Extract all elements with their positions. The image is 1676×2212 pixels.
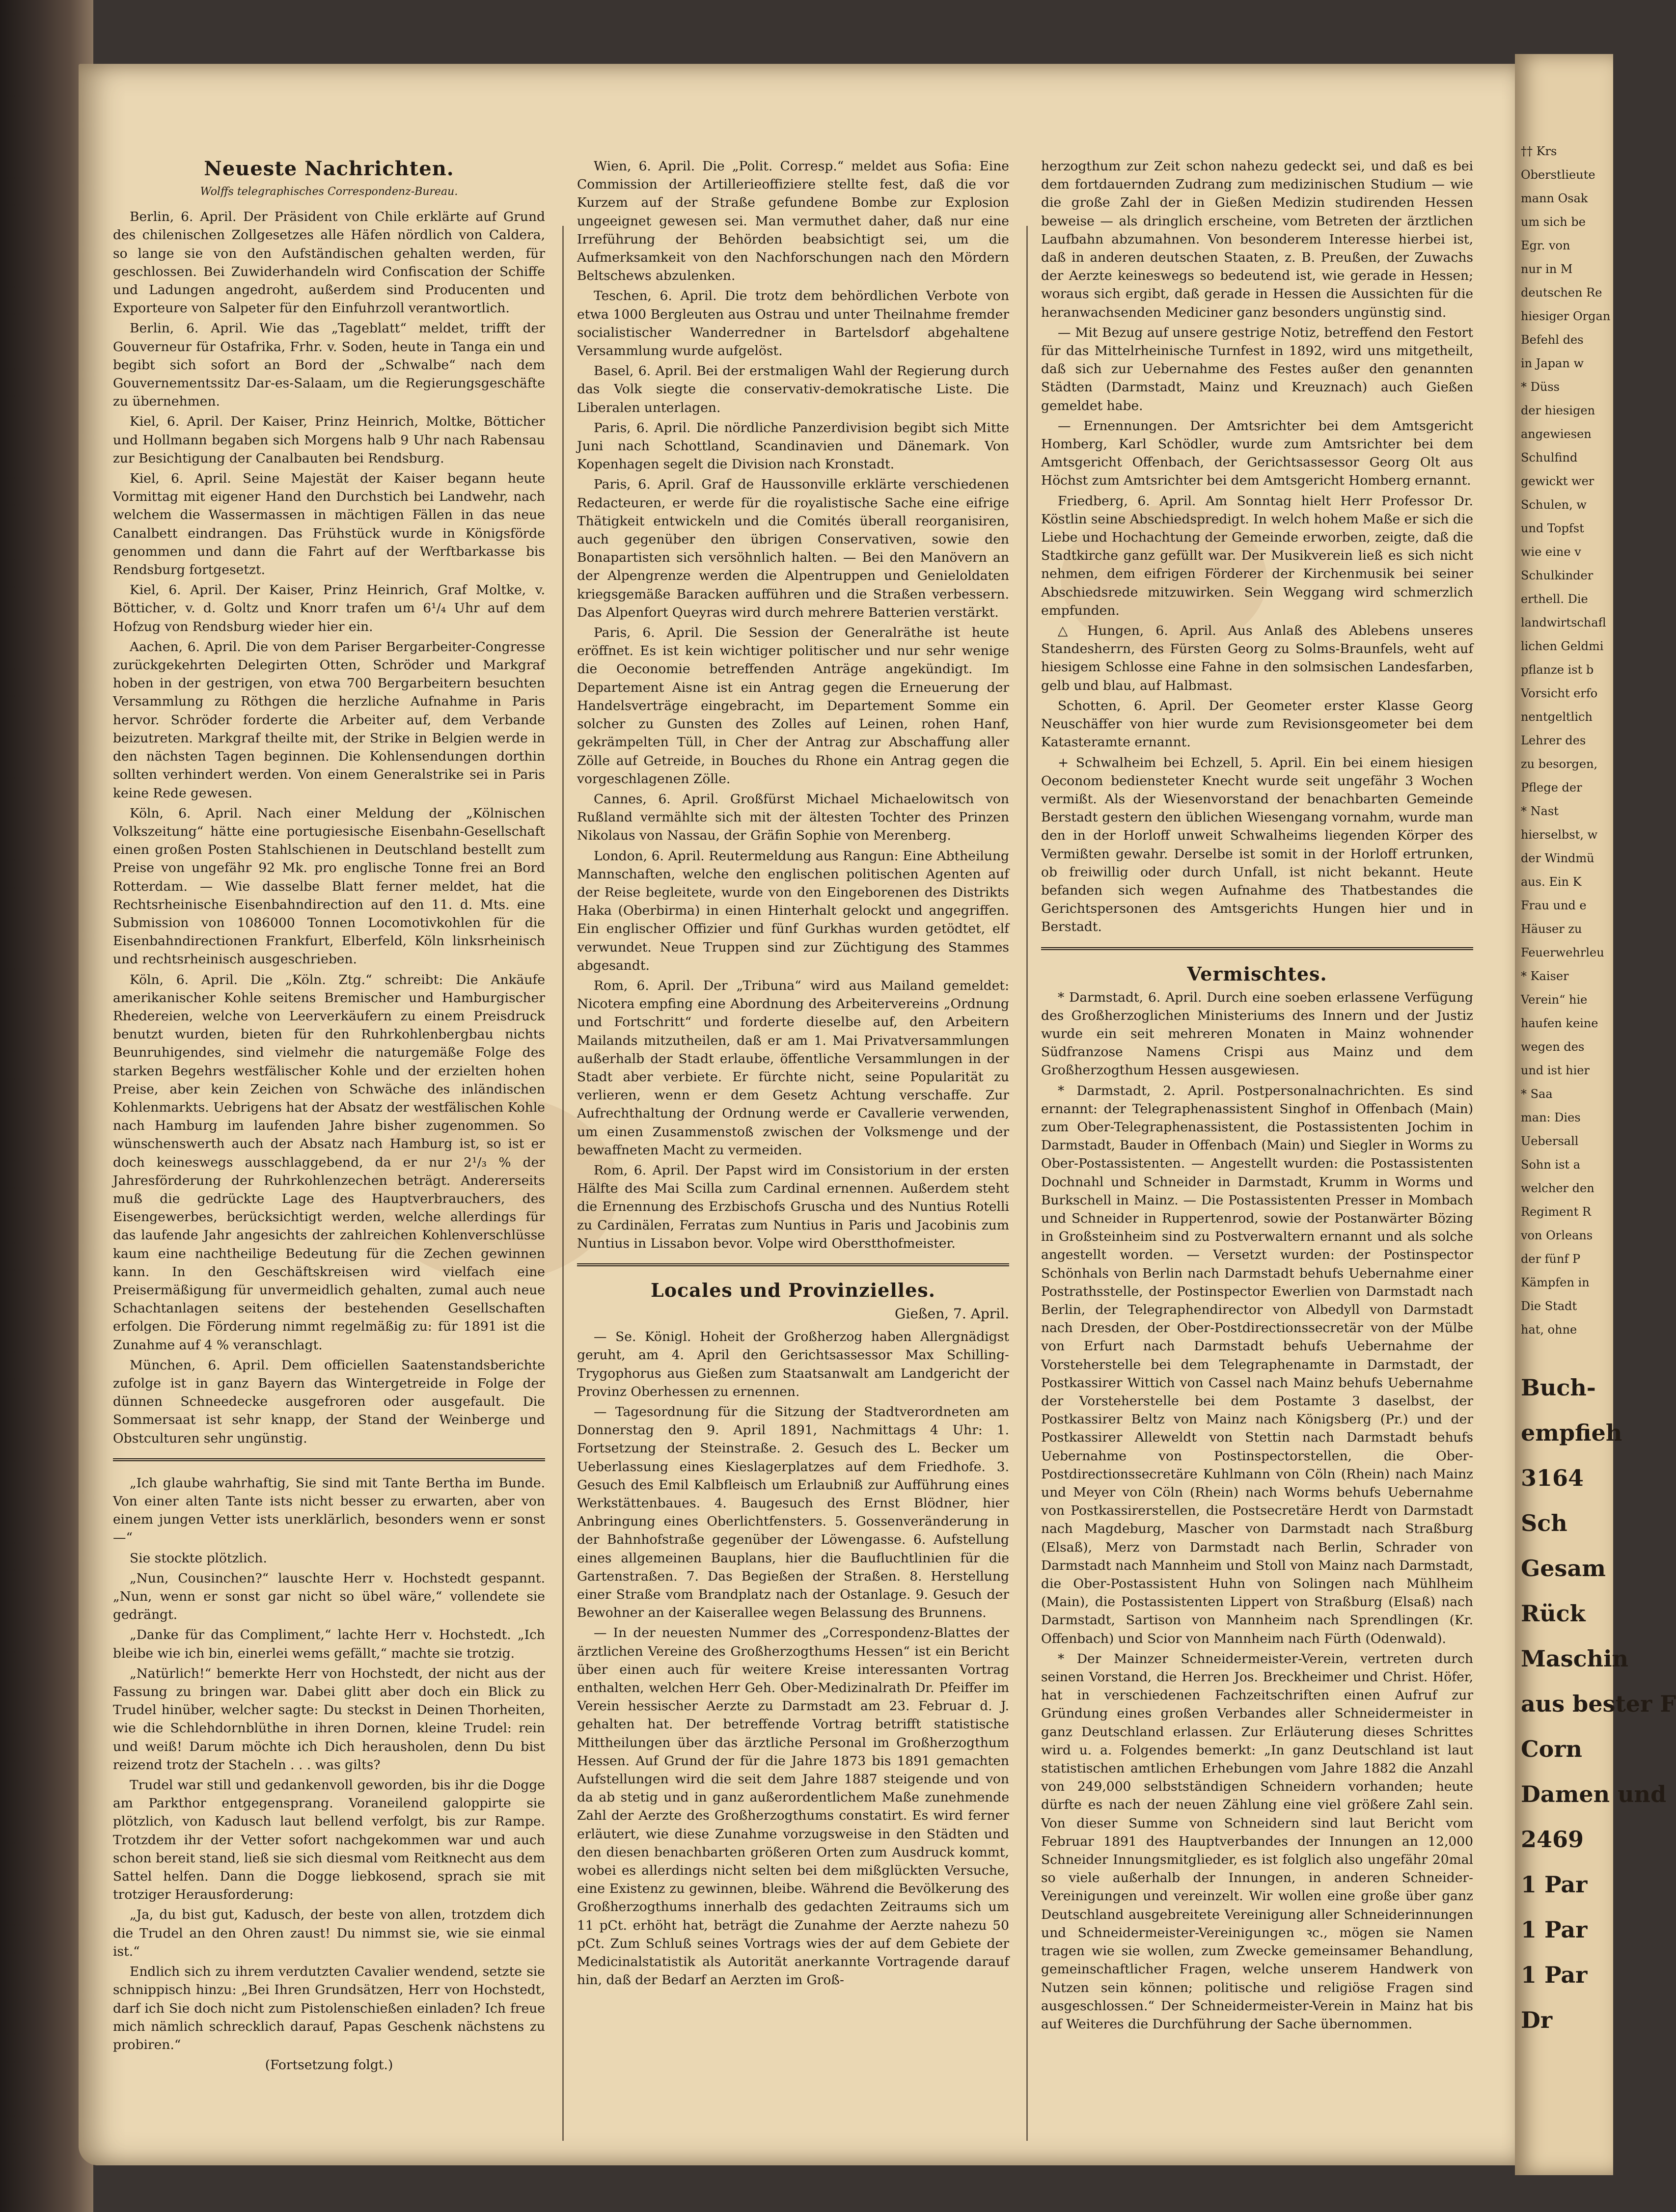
adjacent-page-line: hat, ohne [1521,1323,1577,1337]
adjacent-page-line: und Topfst [1521,521,1584,535]
adjacent-page-line: Schulen, w [1521,498,1587,512]
adjacent-page-line: und ist hier [1521,1064,1590,1077]
column-3 [1041,157,1473,2035]
adjacent-page-line: man: Dies [1521,1111,1581,1124]
section-title-misc: Vermischtes. [1187,962,1327,985]
adjacent-page-ad-line: Sch [1521,1510,1567,1536]
adjacent-page-line: in Japan w [1521,356,1584,370]
adjacent-page-line: lichen Geldmi [1521,639,1604,653]
column-1 [113,157,545,2076]
feuilleton-continued: (Fortsetzung folgt.) [265,2057,393,2073]
adjacent-page-line: erthell. Die [1521,592,1588,606]
article-ernennungen: — Ernennungen. Der Amtsrichter bei dem Amtsgericht Homberg, Karl Schödler, wurde zum Amtsrichter bei dem Amtsgericht Offenbach, der Gerichtsassessor Georg Olt aus Höchst zum Amtsrichter bei dem Amtsgericht Homberg ernannt. [1041,418,1473,489]
adjacent-page-line: hierselbst, w [1521,828,1598,842]
adjacent-page-line: Frau und e [1521,899,1587,912]
adjacent-page-line: angewiesen [1521,427,1592,441]
article-rom-papst: Rom, 6. April. Der Papst wird im Consistorium in der ersten Hälfte des Mai Scilla zum Cardinal ernennen. Außerdem steht die Ernennung des Erzbischofs Gruscha und des Nuntius Rotelli zu Cardinälen, Ferratas zum Nuntius in Paris und Jacobinis zum Nuntius in Lissabon bevor. Volpe wird Oberstthofmeister. [577,1162,1009,1251]
adjacent-page-line: zu besorgen, [1521,757,1598,771]
adjacent-page-line: hiesiger Organ [1521,309,1611,323]
article-darmstadt-crispi: * Darmstadt, 6. April. Durch eine soeben erlassene Verfügung des Großherzoglichen Ministeriums des Innern und der Justiz wurde ein seit mehreren Monaten in Mainz wohnender Südfranzose Namens Crispi aus Mainz und dem Großherzogthum Hessen ausgewiesen. [1041,989,1473,1078]
article-hungen: △ Hungen, 6. April. Aus Anlaß des Ablebens unseres Standesherrn, des Fürsten Georg zu Solms-Braunfels, weht auf hiesigem Schlosse eine Fahne in den solmsischen Landesfarben, gelb und blau, auf Halbmast. [1041,623,1473,693]
adjacent-page-line: Die Stadt [1521,1299,1577,1313]
adjacent-page-line: mann Osak [1521,191,1588,205]
article-physicians-cont: herzogthum zur Zeit schon nahezu gedeckt sei, und daß es bei dem fortdauernden Zudrang zum medizinischen Studium — wie die große Zahl der in Gießen Medizin studirenden Hessen beweise — als dringlich erscheine, vom Betreten der ärztlichen Laufbahn abzumahnen. Von besonderem Interesse hierbei ist, daß in anderen deutschen Staaten, z. B. Preußen, der Zuwachs der Aerzte keineswegs so bedeutend ist, wie gerade in Hessen; woraus sich ergibt, daß gerade in Hessen die Aussichten für die heranwachsenden Mediciner ganz besonders ungünstig sind. [1041,159,1473,320]
adjacent-page-line: * Nast [1521,804,1559,818]
article-wien: Wien, 6. April. Die „Polit. Corresp.“ meldet aus Sofia: Eine Commission der Artillerieoffiziere stellte fest, daß die vor Kurzem auf der Straße gefundene Bombe zur Explosion ungeeignet gewesen sei. Man vermuthet daher, daß nur eine Irreführung der Behörden beabsichtigt sei, um die Aufmerksamkeit von den Nachforschungen nach den Mördern Beltschews abzulenken. [577,159,1009,284]
adjacent-page-line: Befehl des [1521,333,1584,347]
adjacent-page-ad-line: aus bester F [1521,1691,1676,1717]
adjacent-page-ad-line: Dr [1521,2007,1553,2033]
adjacent-page-ad-line: Maschin [1521,1645,1628,1672]
column-2 [577,157,1009,1992]
adjacent-page-line: wegen des [1521,1040,1585,1054]
adjacent-page-line: von Orleans [1521,1229,1593,1242]
column-rule [562,226,564,2141]
article-kiel-return: Kiel, 6. April. Der Kaiser, Prinz Heinrich, Graf Moltke, v. Bötticher, v. d. Goltz und Knorr trafen um 6¹/₄ Uhr auf dem Hofzug von Rendsburg wieder hier ein. [113,582,545,634]
adjacent-page-line: aus. Ein K [1521,875,1582,889]
article-kiel-canal: Kiel, 6. April. Der Kaiser, Prinz Heinrich, Moltke, Bötticher und Hollmann begaben sich Morgens halb 9 Uhr nach Rabensau zur Besichtigung der Canalbauten bei Rendsburg. [113,414,545,466]
adjacent-page-edge [1515,54,1676,2175]
adjacent-page-ad-line: 1 Par [1521,1916,1588,1943]
adjacent-page-line: nur in M [1521,262,1573,276]
article-agenda: — Tagesordnung für die Sitzung der Stadtverordneten am Donnerstag den 9. April 1891, Nachmittags 4 Uhr: 1. Fortsetzung der Steinstraße. 2. Gesuch des L. Becker um Ueberlassung eines Kieslagerplatzes auf dem Friedhofe. 3. Gesuch des Emil Kalbfleisch um Erlaubniß zur Aufführung eines Werkstättenbaues. 4. Baugesuch des Ernst Blödner, hier Anbringung eines Oberlichtfensters. 5. Gossenveränderung in der Bahnhofstraße gegenüber der Löwengasse. 6. Aufstellung eines allgemeinen Bauplans, hier die Baufluchtlinien für die Gartenstraßen. 7. Das Begießen der Straßen. 8. Herstellung einer Straße vom Brandplatz nach der Ostanlage. 9. Gesuch der Bewohner an der Kaiserallee wegen Belassung des Brunnens. [577,1404,1009,1621]
adjacent-page-ad-line: Gesam [1521,1555,1606,1582]
adjacent-page-line: der hiesigen [1521,404,1595,417]
adjacent-page-line: haufen keine [1521,1016,1598,1030]
adjacent-page-line: der fünf P [1521,1252,1581,1266]
column-rule [1026,226,1028,2141]
adjacent-page-line: um sich be [1521,215,1586,229]
newspaper-page [79,64,1522,2165]
feuilleton-paragraph: „Natürlich!“ bemerkte Herr von Hochstedt, der nicht aus der Fassung zu bringen war. Dabei glitt aber doch ein Blick zu Trudel hinüber, welcher sagte: Du steckst in Deinen Thorheiten, wie die Schlehdornblüthe in ihren Dornen, kleine Trudel: rein und weiß! Darum möchte ich Dich herausholen, denn Du bist reizend trotz der Stacheln . . . was gilts? [113,1666,545,1773]
dateline-giessen: Gießen, 7. April. [895,1305,1009,1322]
adjacent-page-ad-line: 1 Par [1521,1962,1588,1988]
feuilleton-paragraph: Endlich sich zu ihrem verdutzten Cavalier wendend, setzte sie schnippisch hinzu: „Bei Ihren Grundsätzen, Herr von Hochstedt, darf ich Sie doch nicht zum Pistolenschießen einladen? Ich freue mich nämlich schrecklich darauf, Papas Geschenk nächstens zu probiren.“ [113,1964,545,2052]
adjacent-page-line: Vorsicht erfo [1521,686,1598,700]
feuilleton-divider [113,1458,545,1461]
article-rom-nicotera: Rom, 6. April. Der „Tribuna“ wird aus Mailand gemeldet: Nicotera empfing eine Abordnung des Arbeitervereins „Ordnung und Fortschritt“ und forderte dieselbe auf, den Arbeitern Mailands mitzutheilen, daß er am 1. Mai Privatversammlungen außerhalb der Stadt erlaube, öffentliche Versammlungen in der Stadt aber verbiete. Er fürchte nicht, seine Popularität zu verlieren, wenn er dem Gesetz Achtung verschaffe. Zur Aufrechthaltung der Ordnung werde er Cavallerie verwenden, um einen Zusammenstoß zwischen der Volksmenge und der bewaffneten Macht zu vermeiden. [577,978,1009,1158]
article-berlin-soden: Berlin, 6. April. Wie das „Tageblatt“ meldet, trifft der Gouverneur für Ostafrika, Frhr. v. Soden, heute in Tanga ein und begibt sich sofort an Bord der „Schwalbe“ nach dem Gouvernementssitz Dar-es-Salaam, um die Regierungsgeschäfte zu übernehmen. [113,321,545,410]
article-berlin-chile: Berlin, 6. April. Der Präsident von Chile erklärte auf Grund des chilenischen Zollgesetzes alle Häfen nördlich von Caldera, so lange sie von den Aufständischen gehalten werden, für geschlossen. Bei Zuwiderhandeln wird Confiscation der Schiffe und Ladungen angedroht, außerdem sind Producenten und Exporteure von Salpeter für den Einfuhrzoll verantwortlich. [113,209,545,316]
article-aachen: Aachen, 6. April. Die von dem Pariser Bergarbeiter-Congresse zurückgekehrten Delegirten Otten, Schröder und Markgraf hoben in der gestrigen, von etwa 700 Bergarbeitern besuchten Versammlung zu Röthgen die herzliche Aufnahme in Paris hervor. Schröder forderte die Arbeiter auf, dem Verbande beizutreten. Markgraf theilte mit, der Strike in Belgien werde in den nächsten Tagen beginnen. Die Kohlensendungen dorthin sollten verhindert werden. Von einem Generalstrike sei in Paris keine Rede gewesen. [113,639,545,801]
adjacent-page-line: Schulfind [1521,451,1578,464]
feuilleton-paragraph: „Danke für das Compliment,“ lachte Herr v. Hochstedt. „Ich bleibe wie ich bin, einerlei wems gefällt,“ machte sie trotzig. [113,1627,545,1661]
section-title-local: Locales und Provinzielles. [650,1279,936,1301]
adjacent-page-line: welcher den [1521,1181,1594,1195]
feuilleton-paragraph: „Nun, Cousinchen?“ lauschte Herr v. Hochstedt gespannt. „Nun, wenn er sonst gar nicht so übel wäre,“ vollendete sie gedrängt. [113,1570,545,1623]
adjacent-page-line: wie eine v [1521,545,1581,559]
adjacent-page-line: Regiment R [1521,1205,1592,1219]
adjacent-page-line: der Windmü [1521,851,1594,865]
article-london: London, 6. April. Reutermeldung aus Rangun: Eine Abtheilung Mannschaften, welche den englischen politischen Agenten auf der Reise begleitete, wurde von den Eingeborenen des Distrikts Haka (Oberbirma) in einen Hinterhalt gelockt und angegriffen. Ein englischer Offizier und fünf Gurkhas wurden getödtet, elf verwundet. Neue Truppen sind zur Züchtigung des Stammes abgesandt. [577,848,1009,973]
adjacent-page-line: †† Krs [1521,144,1557,158]
adjacent-page-line: Egr. von [1521,239,1570,252]
adjacent-page-line: * Düss [1521,380,1560,394]
feuilleton-paragraph: Trudel war still und gedankenvoll geworden, bis ihr die Dogge am Parkthor entgegensprang. Voraneilend galoppirte sie plötzlich, von Kadusch laut bellend verfolgt, bis zur Rampe. Trotzdem ihr der Vetter sofort nachgekommen war und auch schon bereit stand, ließ sie sich diesmal vom Reitknecht aus dem Sattel helfen. Dann die Dogge liebkosend, sprach sie mit trotziger Herausforderung: [113,1777,545,1903]
article-paris-navy: Paris, 6. April. Die nördliche Panzerdivision begibt sich Mitte Juni nach Schottland, Scandinavien und Dänemark. Von Kopenhagen segelt die Division nach Kronstadt. [577,420,1009,472]
article-physicians: — In der neuesten Nummer des „Correspondenz-Blattes der ärztlichen Vereine des Großherzogthums Hessen“ ist ein Bericht über einen auch für weitere Kreise interessanten Vortrag enthalten, welchen Herr Geh. Ober-Medizinalrath Dr. Pfeiffer im Verein hessischer Aerzte zu Darmstadt am 23. Februar d. J. gehalten hat. Der betreffende Vortrag betrifft statistische Mittheilungen über das ärztliche Personal im Großherzogthum Hessen. Auf Grund der für die Jahre 1873 bis 1891 gemachten Aufstellungen wird die seit dem Jahre 1887 steigende und von da ab stetig und in ganz außerordentlichem Maße zunehmende Zahl der Aerzte des Großherzogthums constatirt. Es wird ferner erläutert, wie diese Zunahme vorzugsweise in den Städten und den diesen benachbarten größeren Orten zum Ausdruck kommt, wobei es allerdings nicht selten bei dem mißglückten Versuche, eine Existenz zu gewinnen, bleibe. Während die Bevölkerung des Großherzogthums innerhalb des gedachten Zeitraums sich um 11 pCt. erhöht hat, beträgt die Zunahme der Aerzte nahezu 50 pCt. Zum Schluß seines Vortrags wies der auf dem Gebiete der Medicinalstatistik als Autorität anerkannte Vortragende darauf hin, daß der Bedarf an Aerzten im Groß- [577,1625,1009,1988]
article-darmstadt-post: * Darmstadt, 2. April. Postpersonalnachrichten. Es sind ernannt: der Telegraphenassistent Singhof in Offenbach (Main) zum Ober-Telegraphenassistent, die Postassistenten Jochim in Darmstadt, Bauder in Offenbach (Main) und Siegler in Worms zu Ober-Postassistenten. — Angestellt wurden: die Postassistenten Dochnahl und Schneider in Darmstadt, Krumm in Worms und Burkschell in Mainz. — Die Postassistenten Presser in Mombach und Schneider in Ruppertenrod, sowie der Postanwärter Bözing in Großsteinheim sind zu Postverwaltern ernannt und als solche angestellt worden. — Versetzt wurden: der Postinspector Schönhals von Berlin nach Darmstadt behufs Uebernahme einer Postrathsstelle, der Postinspector Ewerlien von Darmstadt nach Berlin, der Telegraphendirector von Albedyll von Darmstadt nach Dresden, der Ober-Postdirectionssecretär von der Mülbe von Erfurt nach Darmstadt behufs Uebernahme der Vorsteherstelle bei dem Telegraphenamte in Darmstadt, der Postkassirer Wittich von Cassel nach Mainz behufs Uebernahme der Vorsteherstelle bei dem Postamte 3 daselbst, der Postkassirer Beltz von Mainz nach Königsberg (Pr.) und der Postkassirer Alleweldt von Stettin nach Darmstadt behufs Uebernahme von Postinspectorstellen, die Ober-Postdirectionssecretäre Kuhlmann von Cöln (Rhein) nach Mainz und Meyer von Cöln (Rhein) nach Worms behufs Uebernahme von Postkassirerstellen, die Postsecretäre Herdt von Darmstadt nach Magdeburg, Mascher von Darmstadt nach Straßburg (Elsaß), Merz von Darmstadt nach Berlin, Schrader von Darmstadt nach Mannheim und Stoll von Mainz nach Darmstadt, die Ober-Postassistent Huhn von Solingen nach Mühlheim (Main), die Postassistenten Lippert von Straßburg (Elsaß) nach Darmstadt, Sartison von Mannheim nach Sprendlingen (Kr. Offenbach) und Scior von Mannheim nach Fürth (Odenwald). [1041,1083,1473,1646]
adjacent-page-line: deutschen Re [1521,286,1602,300]
article-basel: Basel, 6. April. Bei der erstmaligen Wahl der Regierung durch das Volk siegte die conservativ-demokratische Liste. Die Liberalen unterlagen. [577,363,1009,415]
adjacent-page-ad-line: 2469 [1521,1826,1584,1853]
adjacent-page-ad-line: Corn [1521,1736,1582,1762]
adjacent-page-ad-line: empfieh [1521,1420,1622,1446]
article-paris-haussonville: Paris, 6. April. Graf de Haussonville erklärte verschiedenen Redacteuren, er werde für die royalistische Sache eine eifrige Thätigkeit entwickeln und die Comités überall reorganisiren, auch gegenüber den übrigen Conservativen, sowie den Bonapartisten sich versöhnlich halten. — Bei den Manövern an der Alpengrenze werden die Alpentruppen und Genieloldaten kriegsgemäße Baracken aufführen und die Straßen verbessern. Das Alpenfort Queyras wird durch mehrere Batterien verstärkt. [577,477,1009,620]
adjacent-page-line: landwirtschafl [1521,616,1606,629]
feuilleton-paragraph: „Ich glaube wahrhaftig, Sie sind mit Tante Bertha im Bunde. Von einer alten Tante ists nicht besser zu erwarten, aber von einem jungen Vetter ists unerklärlich, besonders wenn er sonst —“ [113,1475,545,1546]
article-teschen: Teschen, 6. April. Die trotz dem behördlichen Verbote von etwa 1000 Bergleuten aus Ostrau und unter Theilnahme fremder socialistischer Wanderredner in Bartelsdorf abgehaltene Versammlung wurde aufgelöst. [577,288,1009,359]
article-friedberg: Friedberg, 6. April. Am Sonntag hielt Herr Professor Dr. Köstlin seine Abschiedspredigt. In welch hohem Maße er sich die Liebe und Hochachtung der Gemeinde erworben, zeigte, daß die Stadtkirche ganz gefüllt war. Der Musikverein ließ es sich nicht nehmen, dem eifrigen Förderer der Kirchenmusik bei seiner Abschiedsrede mitzuwirken. Sein Weggang wird schmerzlich empfunden. [1041,493,1473,618]
adjacent-page-line: pflanze ist b [1521,663,1594,677]
article-muenchen: München, 6. April. Dem officiellen Saatenstandsberichte zufolge ist in ganz Bayern das Wintergetreide in Folge der dünnen Schneedecke ausgefroren oder ausgefault. Die Sommersaat ist sehr knapp, der Stand der Weinberge und Obstculturen sehr ungünstig. [113,1357,545,1446]
adjacent-page-ad-line: Buch- [1521,1374,1596,1401]
article-appointment: — Se. Königl. Hoheit der Großherzog haben Allergnädigst geruht, am 4. April den Gerichtsassessor Max Schilling-Trygophorus aus Gießen zum Staatsanwalt am Landgericht der Provinz Oberhessen zu ernennen. [577,1329,1009,1399]
section-divider [577,1263,1009,1266]
section-divider [1041,947,1473,950]
feuilleton-paragraph: „Ja, du bist gut, Kadusch, der beste von allen, trotzdem dich die Trudel an den Ohren zaust! Du nimmst sie, wie sie einmal ist.“ [113,1907,545,1959]
adjacent-page-line: Pflege der [1521,781,1582,794]
article-cannes: Cannes, 6. April. Großfürst Michael Michaelowitsch von Rußland vermählte sich mit der ältesten Tochter des Prinzen Nikolaus von Nassau, der Gräfin Sophie von Merenberg. [577,791,1009,844]
adjacent-page-ad-line: Rück [1521,1600,1586,1627]
adjacent-page-line: Verein“ hie [1521,993,1588,1007]
article-koeln-coal: Köln, 6. April. Die „Köln. Ztg.“ schreibt: Die Ankäufe amerikanischer Kohle seitens Bremischer und Hamburgischer Rhedereien, welche von Leerverkäufern zu einem Preisdruck benutzt wurden, bieten für den Ruhrkohlenbergbau nichts Beunruhigendes, sind vielmehr die naturgemäße Folge des starken Begehrs westfälischer Kohle und der erzielten hohen Preise, aber kein Zeichen von Schwäche des inländischen Kohlenmarkts. Uebrigens hat der Absatz der westfälischen Kohle nach Hamburg im laufenden Jahre bisher zugenommen. So wünschenswerth auch der Absatz nach Hamburg ist, so ist er doch keineswegs ausschlaggebend, da er nur 2¹/₃ % der Jahresförderung der Ruhrkohlenzechen beträgt. Andererseits muß die gedrückte Lage des Hauptverbrauchers, des Eisengewerbes, berücksichtigt werden, welche allerdings für das laufende Jahr angesichts der zahlreichen Kohlenverschlüsse kaum eine nachtheilige Bedeutung für die Zechen gewinnen kann. In den Geschäftskreisen wird vielfach eine Preisermäßigung für unvermeidlich gehalten, zumal auch neue Schachtanlagen seitens der bestehenden Gesellschaften erfolgen. Die Förderung nimmt regelmäßig zu: für 1891 ist die Zunahme auf 4 % veranschlagt. [113,972,545,1353]
adjacent-page-ad-line: 3164 [1521,1465,1584,1491]
section-title-news: Neueste Nachrichten. [204,157,454,180]
article-koeln-rails: Köln, 6. April. Nach einer Meldung der „Kölnischen Volkszeitung“ hätte eine portugiesische Eisenbahn-Gesellschaft einen großen Posten Stahlschienen in Deutschland bestellt zum Preise von ungefähr 92 Mk. pro englische Tonne frei an Bord Rotterdam. — Wie dasselbe Blatt ferner meldet, hat die Rechtsrheinische Eisenbahndirection auf den 11. d. Mts. eine Submission von 1086000 Tonnen Locomotivkohlen für die Eisenbahndirectionen Frankfurt, Elberfeld, Köln linksrheinisch und rechtsrheinisch ausgeschrieben. [113,805,545,967]
article-kiel-kaiser: Kiel, 6. April. Seine Majestät der Kaiser begann heute Vormittag mit eigener Hand den Durchstich bei Landwehr, nach welchem die Wassermassen in mächtigen Fällen in das neue Canalbett eindrangen. Das Frühstück wurde in Königsförde genommen und dann die Fahrt auf der Werftbarkasse bis Rendsburg fortgesetzt. [113,471,545,578]
adjacent-page-ad-line: 1 Par [1521,1871,1588,1898]
adjacent-page-line: * Saa [1521,1087,1553,1101]
adjacent-page-line: Kämpfen in [1521,1276,1590,1289]
adjacent-page-line: Uebersall [1521,1134,1579,1148]
adjacent-page-line: Schulkinder [1521,569,1594,582]
article-paris-generalraethe: Paris, 6. April. Die Session der Generalräthe ist heute eröffnet. Es ist kein wichtiger politischer und nur sehr wenige die Oeconomie betreffenden Anträge angekündigt. Im Departement Aisne ist ein Antrag gegen die Erneuerung der Handelsverträge eingebracht, im Departement Somme ein solcher zu Gunsten des Zolles auf Leinen, rohen Hanf, gekrämpelten Tüll, in Cher der Antrag zur Abschaffung aller Zölle auf Getreide, in Bouches du Rhone ein Antrag gegen die vorgeschlagenen Zölle. [577,625,1009,787]
adjacent-page-line: Sohn ist a [1521,1158,1581,1172]
section-subtitle-wire: Wolffs telegraphisches Correspondenz-Bureau. [200,186,458,198]
adjacent-page-line: Häuser zu [1521,922,1582,936]
article-schotten: Schotten, 6. April. Der Geometer erster Klasse Georg Neuschäffer von hier wurde zum Revisionsgeometer bei dem Katasteramte ernannt. [1041,698,1473,750]
adjacent-page-line: nentgeltlich [1521,710,1593,724]
adjacent-page-line: * Kaiser [1521,969,1569,983]
adjacent-page-ad-line: Damen und [1521,1781,1667,1807]
article-turnfest: — Mit Bezug auf unsere gestrige Notiz, betreffend den Festort für das Mittelrheinische Turnfest in 1892, wird uns mitgetheilt, daß sich zur Uebernahme des Festes außer den genannten Städten (Darmstadt, Mainz und Kreuznach) auch Gießen gemeldet habe. [1041,325,1473,413]
article-schwalheim: + Schwalheim bei Echzell, 5. April. Ein bei einem hiesigen Oeconom bediensteter Knecht wurde seit ungefähr 3 Wochen vermißt. Als der Wiesenvorstand der benachbarten Gemeinde Berstadt gestern den üblichen Wiesengang vornahm, wurde man den in der Horloff unweit Schwalheims liegenden Körper des Vermißten gewahr. Derselbe ist somit in der Horloff ertrunken, ob freiwillig oder durch Unfall, ist nicht bekannt. Heute befanden sich wegen Aufnahme des Thatbestandes die Gerichtspersonen des Amtsgerichts Hungen hier und in Berstadt. [1041,755,1473,935]
adjacent-page-line: Lehrer des [1521,734,1586,747]
adjacent-page-line: Feuerwehrleu [1521,946,1604,959]
adjacent-page-line: Oberstlieute [1521,168,1595,182]
article-schneidermeister: * Der Mainzer Schneidermeister-Verein, vertreten durch seinen Vorstand, die Herren Jos. Breckheimer und Christ. Höfer, hat in verschiedenen Fachzeitschriften einen Aufruf zur Gründung eines großen Verbandes aller Schneidermeister in ganz Deutschland erlassen. Zur Erläuterung dieses Schrittes wird u. a. Folgendes bemerkt: „In ganz Deutschland ist laut statistischen amtlichen Erhebungen vom Jahre 1882 die Anzahl von 249,000 selbstständigen Schneidern vorhanden; heute dürfte es nach der neuen Zählung eine viel größere Zahl sein. Von dieser Summe von Schneidern sind laut Bericht vom Februar 1891 des Hauptverbandes der Innungen an 12,000 Schneider Innungsmitglieder, es ist folglich also ungefähr 20mal so viele außerhalb der Innungen, in anderen Schneider-Vereinigungen und vereinzelt. Wir wollen eine große über ganz Deutschland ausgebreitete Vereinigung aller Schneiderinnungen und Schneidermeister-Vereinigungen ꝛc., mögen sie Namen tragen wie sie wollen, zum Zwecke gemeinsamer Behandlung, gemeinschaftlicher Fragen, welche unserem Handwerk von Nutzen sein können; politische und religiöse Fragen sind ausgeschlossen.“ Der Schneidermeister-Verein in Mainz hat bis auf Weiteres die Durchführung der Sache übernommen. [1041,1651,1473,2032]
feuilleton-paragraph: Sie stockte plötzlich. [130,1550,267,1566]
adjacent-page-line: gewickt wer [1521,474,1594,488]
